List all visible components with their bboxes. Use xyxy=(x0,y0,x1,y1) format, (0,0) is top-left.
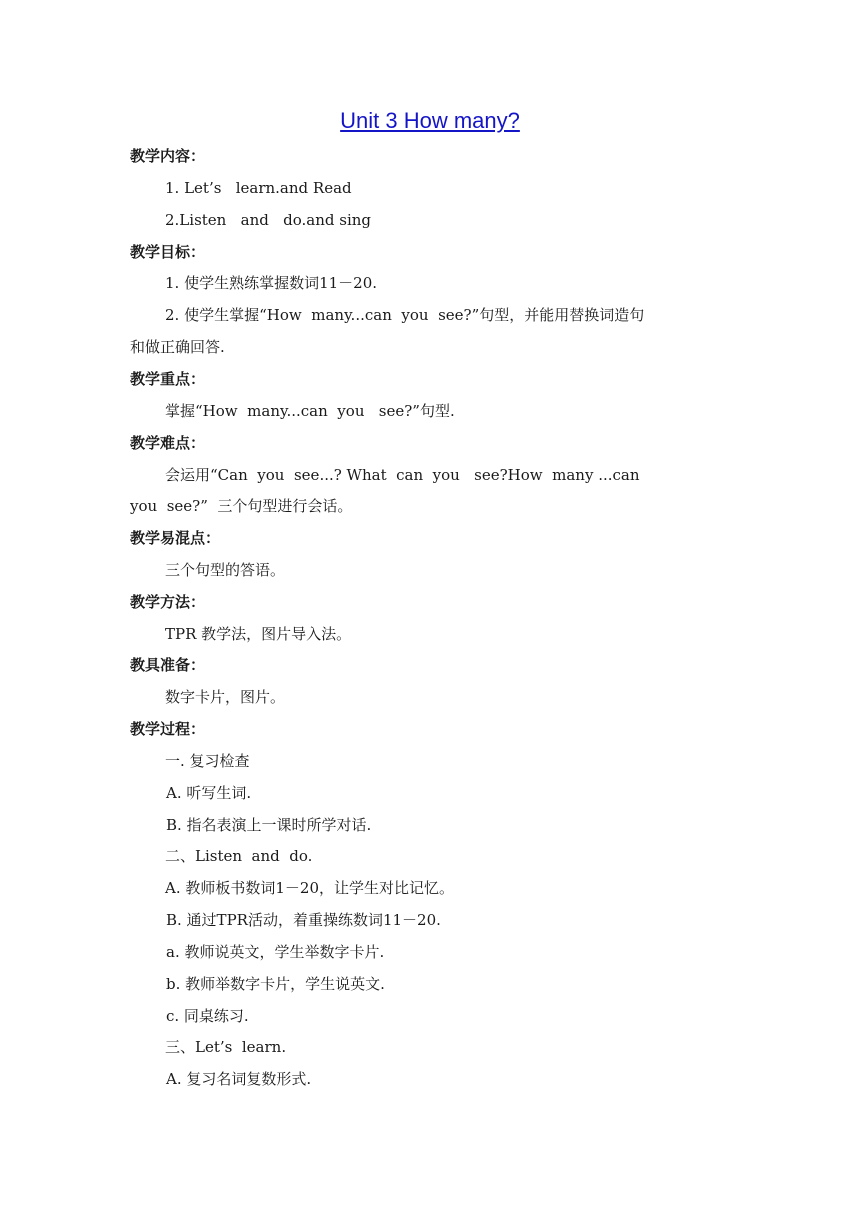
process-line-6: B. 通过TPR活动，着重操练数词11－20. xyxy=(166,911,441,929)
document-title-link[interactable]: Unit 3 How many? xyxy=(340,108,520,133)
section-heading-content: 教学内容： xyxy=(130,147,206,165)
process-line-11: A. 复习名词复数形式. xyxy=(166,1070,312,1088)
key-points-line-1: 掌握“How many...can you see?”句型. xyxy=(165,402,455,420)
process-line-5: A. 教师板书数词1－20，让学生对比记忆。 xyxy=(165,879,455,897)
content-line-1: 1. Let’s learn.and Read xyxy=(165,179,352,197)
process-line-9: c. 同桌练习. xyxy=(166,1007,249,1025)
content-line-2: 2.Listen and do.and sing xyxy=(165,211,372,229)
section-heading-key-points: 教学重点： xyxy=(130,370,206,388)
goals-line-2: 2. 使学生掌握“How many...can you see?”句型，并能用替换词造句 xyxy=(165,306,645,324)
process-line-2: A. 听写生词. xyxy=(166,784,252,802)
section-heading-process: 教学过程： xyxy=(130,720,206,738)
section-heading-methods: 教学方法： xyxy=(130,593,206,611)
difficulties-line-1: 会运用“Can you see...? What can you see?How many ...can xyxy=(165,466,640,484)
methods-line-1: TPR 教学法，图片导入法。 xyxy=(165,625,352,643)
confusions-line-1: 三个句型的答语。 xyxy=(165,561,286,579)
goals-line-1: 1. 使学生熟练掌握数词11－20. xyxy=(165,274,378,292)
process-line-10: 三、Let’s learn. xyxy=(165,1038,287,1056)
section-heading-difficulties: 教学难点： xyxy=(130,434,206,452)
section-heading-materials: 教具准备： xyxy=(130,656,206,674)
difficulties-line-2: you see?” 三个句型进行会话。 xyxy=(130,497,353,515)
section-heading-goals: 教学目标： xyxy=(130,243,206,261)
process-line-3: B. 指名表演上一课时所学对话. xyxy=(166,816,372,834)
section-heading-confusions: 教学易混点： xyxy=(130,529,221,547)
process-line-7: a. 教师说英文，学生举数字卡片. xyxy=(166,943,385,961)
process-line-4: 二、Listen and do. xyxy=(165,847,313,865)
process-line-8: b. 教师举数字卡片，学生说英文. xyxy=(166,975,385,993)
materials-line-1: 数字卡片，图片。 xyxy=(165,688,286,706)
goals-line-3: 和做正确回答. xyxy=(130,338,225,356)
process-line-1: 一. 复习检查 xyxy=(165,752,250,770)
